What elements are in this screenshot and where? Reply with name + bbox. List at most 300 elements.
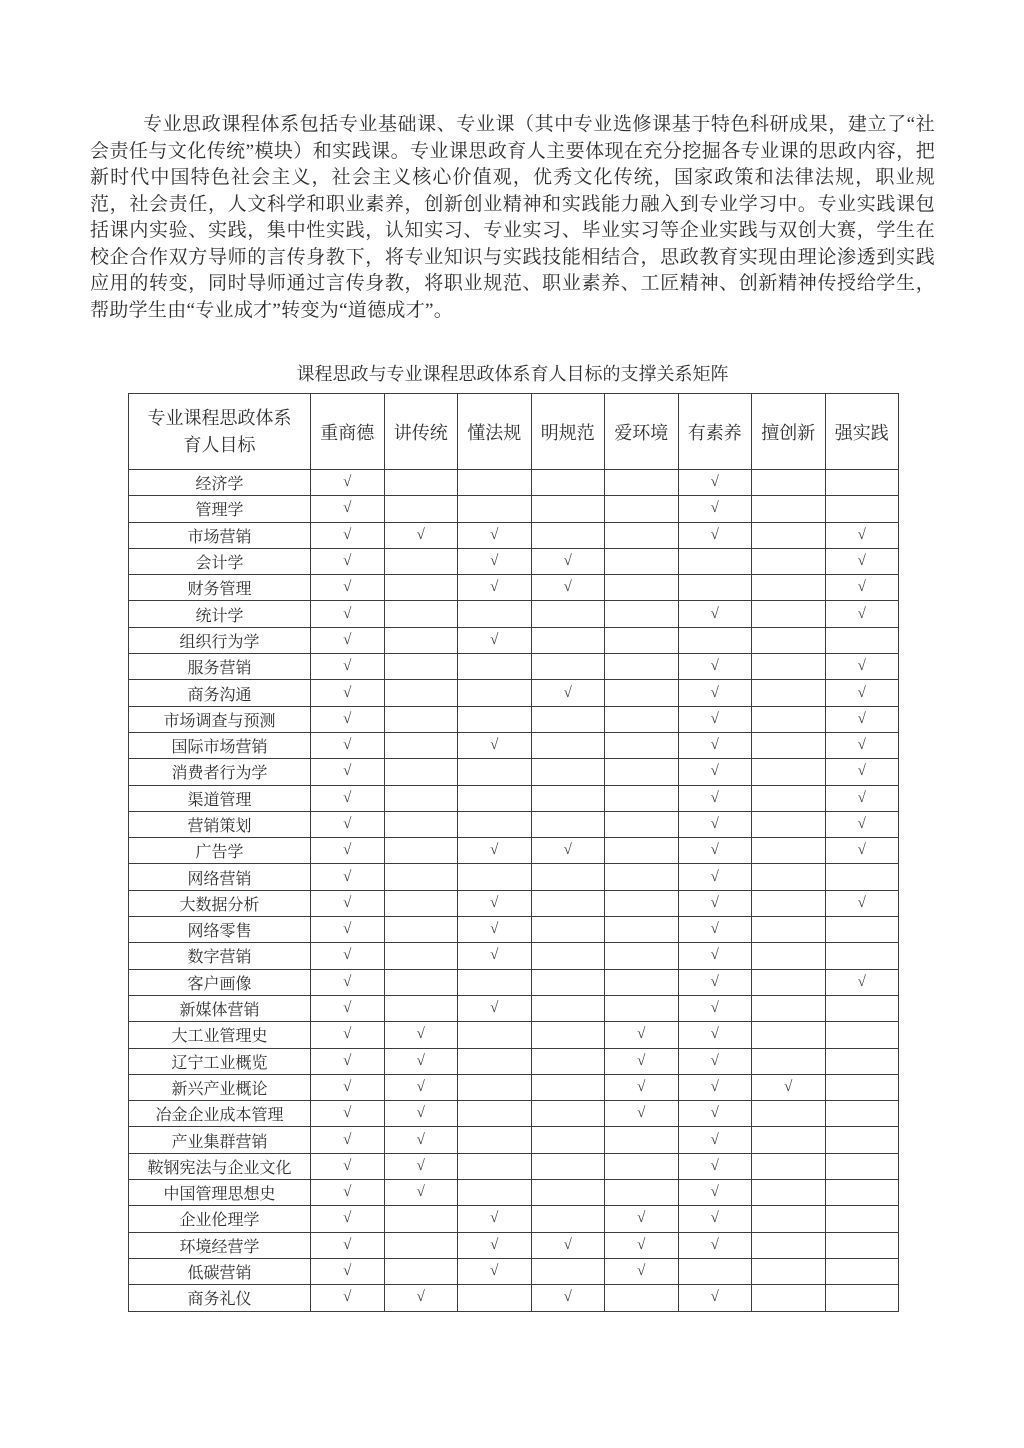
empty-mark-cell (605, 470, 679, 496)
empty-mark-cell (825, 1127, 899, 1153)
goal-column-header: 强实践 (825, 394, 899, 470)
empty-mark-cell (531, 732, 605, 758)
empty-mark-cell (531, 969, 605, 995)
check-mark-cell: √ (384, 1180, 458, 1206)
check-mark-cell: √ (311, 917, 385, 943)
empty-mark-cell (458, 1153, 532, 1179)
empty-mark-cell (531, 522, 605, 548)
matrix-table-head (129, 394, 899, 470)
check-mark-cell: √ (311, 680, 385, 706)
check-mark-cell: √ (384, 1074, 458, 1100)
course-name-cell: 商务沟通 (129, 680, 311, 706)
empty-mark-cell (752, 1258, 826, 1284)
check-mark-cell: √ (678, 1180, 752, 1206)
empty-mark-cell (531, 785, 605, 811)
check-mark-cell: √ (311, 785, 385, 811)
course-name-cell: 网络营销 (129, 864, 311, 890)
support-matrix-table (128, 393, 899, 1312)
check-mark-cell: √ (678, 838, 752, 864)
empty-mark-cell (825, 1101, 899, 1127)
table-row (129, 1127, 899, 1153)
table-row (129, 1206, 899, 1232)
course-name-cell: 国际市场营销 (129, 732, 311, 758)
empty-mark-cell (531, 890, 605, 916)
check-mark-cell: √ (531, 575, 605, 601)
empty-mark-cell (384, 1206, 458, 1232)
empty-mark-cell (752, 548, 826, 574)
table-row (129, 1048, 899, 1074)
course-name-cell: 企业伦理学 (129, 1206, 311, 1232)
course-name-cell: 市场营销 (129, 522, 311, 548)
check-mark-cell: √ (678, 1048, 752, 1074)
empty-mark-cell (752, 1206, 826, 1232)
check-mark-cell: √ (605, 1022, 679, 1048)
empty-mark-cell (384, 864, 458, 890)
empty-mark-cell (458, 601, 532, 627)
check-mark-cell: √ (678, 1232, 752, 1258)
check-mark-cell: √ (825, 654, 899, 680)
table-row (129, 470, 899, 496)
check-mark-cell: √ (311, 943, 385, 969)
check-mark-cell: √ (458, 917, 532, 943)
empty-mark-cell (825, 943, 899, 969)
course-name-cell: 网络零售 (129, 917, 311, 943)
course-name-cell: 会计学 (129, 548, 311, 574)
empty-mark-cell (384, 785, 458, 811)
goal-column-header: 重商德 (311, 394, 385, 470)
empty-mark-cell (384, 548, 458, 574)
empty-mark-cell (384, 575, 458, 601)
check-mark-cell: √ (825, 706, 899, 732)
empty-mark-cell (531, 759, 605, 785)
empty-mark-cell (531, 1180, 605, 1206)
course-name-cell: 数字营销 (129, 943, 311, 969)
course-name-cell: 环境经营学 (129, 1232, 311, 1258)
empty-mark-cell (531, 1258, 605, 1284)
check-mark-cell: √ (825, 548, 899, 574)
empty-mark-cell (605, 654, 679, 680)
empty-mark-cell (384, 706, 458, 732)
table-row (129, 1180, 899, 1206)
course-name-cell: 中国管理思想史 (129, 1180, 311, 1206)
check-mark-cell: √ (384, 1153, 458, 1179)
empty-mark-cell (605, 811, 679, 837)
table-row (129, 627, 899, 653)
empty-mark-cell (531, 1048, 605, 1074)
check-mark-cell: √ (311, 1258, 385, 1284)
course-name-cell: 辽宁工业概览 (129, 1048, 311, 1074)
check-mark-cell: √ (384, 1022, 458, 1048)
check-mark-cell: √ (825, 890, 899, 916)
table-row (129, 654, 899, 680)
empty-mark-cell (752, 864, 826, 890)
empty-mark-cell (605, 995, 679, 1021)
course-name-cell: 经济学 (129, 470, 311, 496)
empty-mark-cell (752, 943, 826, 969)
check-mark-cell: √ (311, 1074, 385, 1100)
empty-mark-cell (605, 943, 679, 969)
check-mark-cell: √ (384, 1048, 458, 1074)
course-name-cell: 冶金企业成本管理 (129, 1101, 311, 1127)
check-mark-cell: √ (311, 601, 385, 627)
empty-mark-cell (384, 759, 458, 785)
check-mark-cell: √ (311, 522, 385, 548)
empty-mark-cell (531, 1127, 605, 1153)
check-mark-cell: √ (825, 575, 899, 601)
empty-mark-cell (825, 496, 899, 522)
check-mark-cell: √ (458, 575, 532, 601)
empty-mark-cell (531, 627, 605, 653)
check-mark-cell: √ (311, 995, 385, 1021)
empty-mark-cell (605, 759, 679, 785)
course-name-cell: 鞍钢宪法与企业文化 (129, 1153, 311, 1179)
course-name-cell: 统计学 (129, 601, 311, 627)
check-mark-cell: √ (605, 1206, 679, 1232)
table-row (129, 680, 899, 706)
empty-mark-cell (384, 680, 458, 706)
empty-mark-cell (752, 601, 826, 627)
empty-mark-cell (458, 785, 532, 811)
course-name-cell: 广告学 (129, 838, 311, 864)
check-mark-cell: √ (678, 706, 752, 732)
table-row (129, 969, 899, 995)
empty-mark-cell (531, 496, 605, 522)
check-mark-cell: √ (311, 838, 385, 864)
check-mark-cell: √ (678, 522, 752, 548)
check-mark-cell: √ (311, 1285, 385, 1311)
empty-mark-cell (531, 1206, 605, 1232)
check-mark-cell: √ (678, 995, 752, 1021)
check-mark-cell: √ (311, 470, 385, 496)
check-mark-cell: √ (605, 1232, 679, 1258)
table-row (129, 759, 899, 785)
check-mark-cell: √ (825, 969, 899, 995)
empty-mark-cell (825, 917, 899, 943)
empty-mark-cell (825, 1153, 899, 1179)
empty-mark-cell (458, 1180, 532, 1206)
check-mark-cell: √ (311, 575, 385, 601)
empty-mark-cell (458, 470, 532, 496)
goal-column-header: 有素养 (678, 394, 752, 470)
table-row (129, 890, 899, 916)
check-mark-cell: √ (825, 680, 899, 706)
empty-mark-cell (605, 522, 679, 548)
empty-mark-cell (531, 706, 605, 732)
check-mark-cell: √ (678, 732, 752, 758)
empty-mark-cell (531, 995, 605, 1021)
empty-mark-cell (752, 969, 826, 995)
check-mark-cell: √ (825, 785, 899, 811)
course-name-cell: 渠道管理 (129, 785, 311, 811)
empty-mark-cell (384, 627, 458, 653)
empty-mark-cell (605, 838, 679, 864)
check-mark-cell: √ (458, 838, 532, 864)
check-mark-cell: √ (311, 654, 385, 680)
course-name-cell: 消费者行为学 (129, 759, 311, 785)
check-mark-cell: √ (311, 496, 385, 522)
empty-mark-cell (825, 864, 899, 890)
check-mark-cell: √ (384, 1285, 458, 1311)
check-mark-cell: √ (311, 548, 385, 574)
intro-paragraph: 专业思政课程体系包括专业基础课、专业课（其中专业选修课基于特色科研成果，建立了“社会责任与文化传统”模块）和实践课。专业课思政育人主要体现在充分挖掘各专业课的思政内容，把新时代中国特色社会主义，社会主义核心价值观，优秀文化传统，国家政策和法律法规，职业规范，社会责任，人文科学和职业素养，创新创业精神和实践能力融入到专业学习中。专业实践课包括课内实验、实践，集中性实践，认知实习、专业实习、毕业实习等企业实践与双创大赛，学生在校企合作双方导师的言传身教下，将专业知识与实践技能相结合，思政教育实现由理论渗透到实践应用的转变，同时导师通过言传身教，将职业规范、职业素养、工匠精神、创新精神传授给学生，帮助学生由“专业成才”转变为“道德成才”。 (90, 114, 935, 321)
empty-mark-cell (605, 680, 679, 706)
check-mark-cell: √ (825, 732, 899, 758)
check-mark-cell: √ (531, 548, 605, 574)
table-row (129, 1232, 899, 1258)
check-mark-cell: √ (458, 943, 532, 969)
check-mark-cell: √ (311, 627, 385, 653)
check-mark-cell: √ (311, 1206, 385, 1232)
check-mark-cell: √ (311, 1127, 385, 1153)
check-mark-cell: √ (531, 1285, 605, 1311)
empty-mark-cell (825, 1074, 899, 1100)
empty-mark-cell (825, 470, 899, 496)
check-mark-cell: √ (458, 732, 532, 758)
table-row (129, 1153, 899, 1179)
empty-mark-cell (458, 1048, 532, 1074)
empty-mark-cell (752, 1048, 826, 1074)
empty-mark-cell (384, 601, 458, 627)
empty-mark-cell (605, 601, 679, 627)
check-mark-cell: √ (825, 759, 899, 785)
empty-mark-cell (531, 1074, 605, 1100)
empty-mark-cell (752, 1180, 826, 1206)
empty-mark-cell (825, 1285, 899, 1311)
empty-mark-cell (678, 1258, 752, 1284)
empty-mark-cell (752, 1285, 826, 1311)
empty-mark-cell (605, 1285, 679, 1311)
check-mark-cell: √ (678, 917, 752, 943)
check-mark-cell: √ (678, 601, 752, 627)
empty-mark-cell (384, 943, 458, 969)
empty-mark-cell (605, 732, 679, 758)
empty-mark-cell (678, 548, 752, 574)
course-name-cell: 新媒体营销 (129, 995, 311, 1021)
empty-mark-cell (458, 1022, 532, 1048)
empty-mark-cell (752, 759, 826, 785)
table-row (129, 917, 899, 943)
empty-mark-cell (752, 575, 826, 601)
empty-mark-cell (458, 759, 532, 785)
table-row (129, 548, 899, 574)
empty-mark-cell (752, 1022, 826, 1048)
empty-mark-cell (752, 1232, 826, 1258)
empty-mark-cell (531, 943, 605, 969)
check-mark-cell: √ (678, 1153, 752, 1179)
check-mark-cell: √ (311, 1153, 385, 1179)
table-row (129, 785, 899, 811)
course-name-cell: 新兴产业概论 (129, 1074, 311, 1100)
check-mark-cell: √ (825, 838, 899, 864)
empty-mark-cell (458, 680, 532, 706)
check-mark-cell: √ (311, 864, 385, 890)
check-mark-cell: √ (678, 496, 752, 522)
corner-header-line2: 育人目标 (183, 434, 256, 455)
empty-mark-cell (458, 1285, 532, 1311)
empty-mark-cell (531, 654, 605, 680)
course-name-cell: 大数据分析 (129, 890, 311, 916)
empty-mark-cell (825, 1258, 899, 1284)
corner-header-line1: 专业课程思政体系 (147, 407, 292, 428)
empty-mark-cell (678, 575, 752, 601)
check-mark-cell: √ (825, 522, 899, 548)
goal-column-header: 爱环境 (605, 394, 679, 470)
check-mark-cell: √ (752, 1074, 826, 1100)
empty-mark-cell (531, 1101, 605, 1127)
table-row (129, 943, 899, 969)
empty-mark-cell (825, 1232, 899, 1258)
empty-mark-cell (605, 1180, 679, 1206)
empty-mark-cell (458, 1074, 532, 1100)
check-mark-cell: √ (678, 943, 752, 969)
empty-mark-cell (825, 1206, 899, 1232)
empty-mark-cell (605, 917, 679, 943)
empty-mark-cell (458, 969, 532, 995)
check-mark-cell: √ (458, 890, 532, 916)
check-mark-cell: √ (458, 1232, 532, 1258)
check-mark-cell: √ (458, 627, 532, 653)
empty-mark-cell (825, 1048, 899, 1074)
check-mark-cell: √ (458, 548, 532, 574)
check-mark-cell: √ (458, 1206, 532, 1232)
course-name-cell: 财务管理 (129, 575, 311, 601)
empty-mark-cell (825, 627, 899, 653)
empty-mark-cell (531, 1022, 605, 1048)
empty-mark-cell (605, 627, 679, 653)
check-mark-cell: √ (678, 890, 752, 916)
empty-mark-cell (384, 811, 458, 837)
check-mark-cell: √ (678, 654, 752, 680)
empty-mark-cell (458, 706, 532, 732)
check-mark-cell: √ (311, 706, 385, 732)
table-row (129, 838, 899, 864)
empty-mark-cell (384, 470, 458, 496)
check-mark-cell: √ (531, 838, 605, 864)
check-mark-cell: √ (678, 1074, 752, 1100)
course-name-cell: 商务礼仪 (129, 1285, 311, 1311)
empty-mark-cell (605, 785, 679, 811)
check-mark-cell: √ (678, 785, 752, 811)
check-mark-cell: √ (311, 732, 385, 758)
check-mark-cell: √ (311, 811, 385, 837)
empty-mark-cell (752, 1101, 826, 1127)
table-row (129, 995, 899, 1021)
check-mark-cell: √ (311, 1022, 385, 1048)
empty-mark-cell (752, 995, 826, 1021)
empty-mark-cell (384, 917, 458, 943)
check-mark-cell: √ (825, 811, 899, 837)
empty-mark-cell (752, 654, 826, 680)
empty-mark-cell (752, 838, 826, 864)
empty-mark-cell (531, 811, 605, 837)
course-name-cell: 大工业管理史 (129, 1022, 311, 1048)
check-mark-cell: √ (605, 1258, 679, 1284)
table-row (129, 1101, 899, 1127)
empty-mark-cell (605, 890, 679, 916)
empty-mark-cell (605, 548, 679, 574)
table-row (129, 732, 899, 758)
empty-mark-cell (384, 890, 458, 916)
empty-mark-cell (531, 917, 605, 943)
empty-mark-cell (678, 627, 752, 653)
empty-mark-cell (531, 864, 605, 890)
empty-mark-cell (384, 995, 458, 1021)
check-mark-cell: √ (678, 759, 752, 785)
check-mark-cell: √ (311, 1232, 385, 1258)
empty-mark-cell (384, 654, 458, 680)
check-mark-cell: √ (678, 864, 752, 890)
check-mark-cell: √ (678, 811, 752, 837)
course-name-cell: 营销策划 (129, 811, 311, 837)
goal-column-header: 擅创新 (752, 394, 826, 470)
empty-mark-cell (752, 785, 826, 811)
empty-mark-cell (531, 601, 605, 627)
check-mark-cell: √ (678, 1127, 752, 1153)
table-title: 课程思政与专业课程思政体系育人目标的支撑关系矩阵 (296, 364, 729, 384)
empty-mark-cell (458, 654, 532, 680)
check-mark-cell: √ (458, 995, 532, 1021)
check-mark-cell: √ (678, 1022, 752, 1048)
check-mark-cell: √ (384, 1127, 458, 1153)
check-mark-cell: √ (311, 1180, 385, 1206)
empty-mark-cell (384, 496, 458, 522)
check-mark-cell: √ (531, 680, 605, 706)
goal-column-header: 明规范 (531, 394, 605, 470)
empty-mark-cell (825, 1180, 899, 1206)
table-row (129, 1285, 899, 1311)
empty-mark-cell (605, 969, 679, 995)
check-mark-cell: √ (531, 1232, 605, 1258)
goal-column-header: 懂法规 (458, 394, 532, 470)
table-row (129, 811, 899, 837)
table-row (129, 1022, 899, 1048)
empty-mark-cell (605, 706, 679, 732)
check-mark-cell: √ (311, 759, 385, 785)
empty-mark-cell (458, 811, 532, 837)
check-mark-cell: √ (605, 1101, 679, 1127)
empty-mark-cell (752, 522, 826, 548)
empty-mark-cell (752, 732, 826, 758)
table-row (129, 575, 899, 601)
empty-mark-cell (531, 1153, 605, 1179)
check-mark-cell: √ (678, 470, 752, 496)
empty-mark-cell (458, 1101, 532, 1127)
course-name-cell: 市场调查与预测 (129, 706, 311, 732)
check-mark-cell: √ (311, 969, 385, 995)
table-row (129, 1074, 899, 1100)
check-mark-cell: √ (678, 1285, 752, 1311)
empty-mark-cell (458, 864, 532, 890)
table-row (129, 864, 899, 890)
empty-mark-cell (752, 1153, 826, 1179)
check-mark-cell: √ (458, 522, 532, 548)
check-mark-cell: √ (384, 522, 458, 548)
empty-mark-cell (752, 680, 826, 706)
empty-mark-cell (825, 1022, 899, 1048)
course-name-cell: 产业集群营销 (129, 1127, 311, 1153)
check-mark-cell: √ (311, 890, 385, 916)
empty-mark-cell (605, 1153, 679, 1179)
empty-mark-cell (752, 890, 826, 916)
course-name-cell: 服务营销 (129, 654, 311, 680)
empty-mark-cell (752, 706, 826, 732)
course-name-cell: 组织行为学 (129, 627, 311, 653)
table-row (129, 1258, 899, 1284)
empty-mark-cell (458, 496, 532, 522)
empty-mark-cell (752, 811, 826, 837)
check-mark-cell: √ (384, 1101, 458, 1127)
check-mark-cell: √ (605, 1074, 679, 1100)
